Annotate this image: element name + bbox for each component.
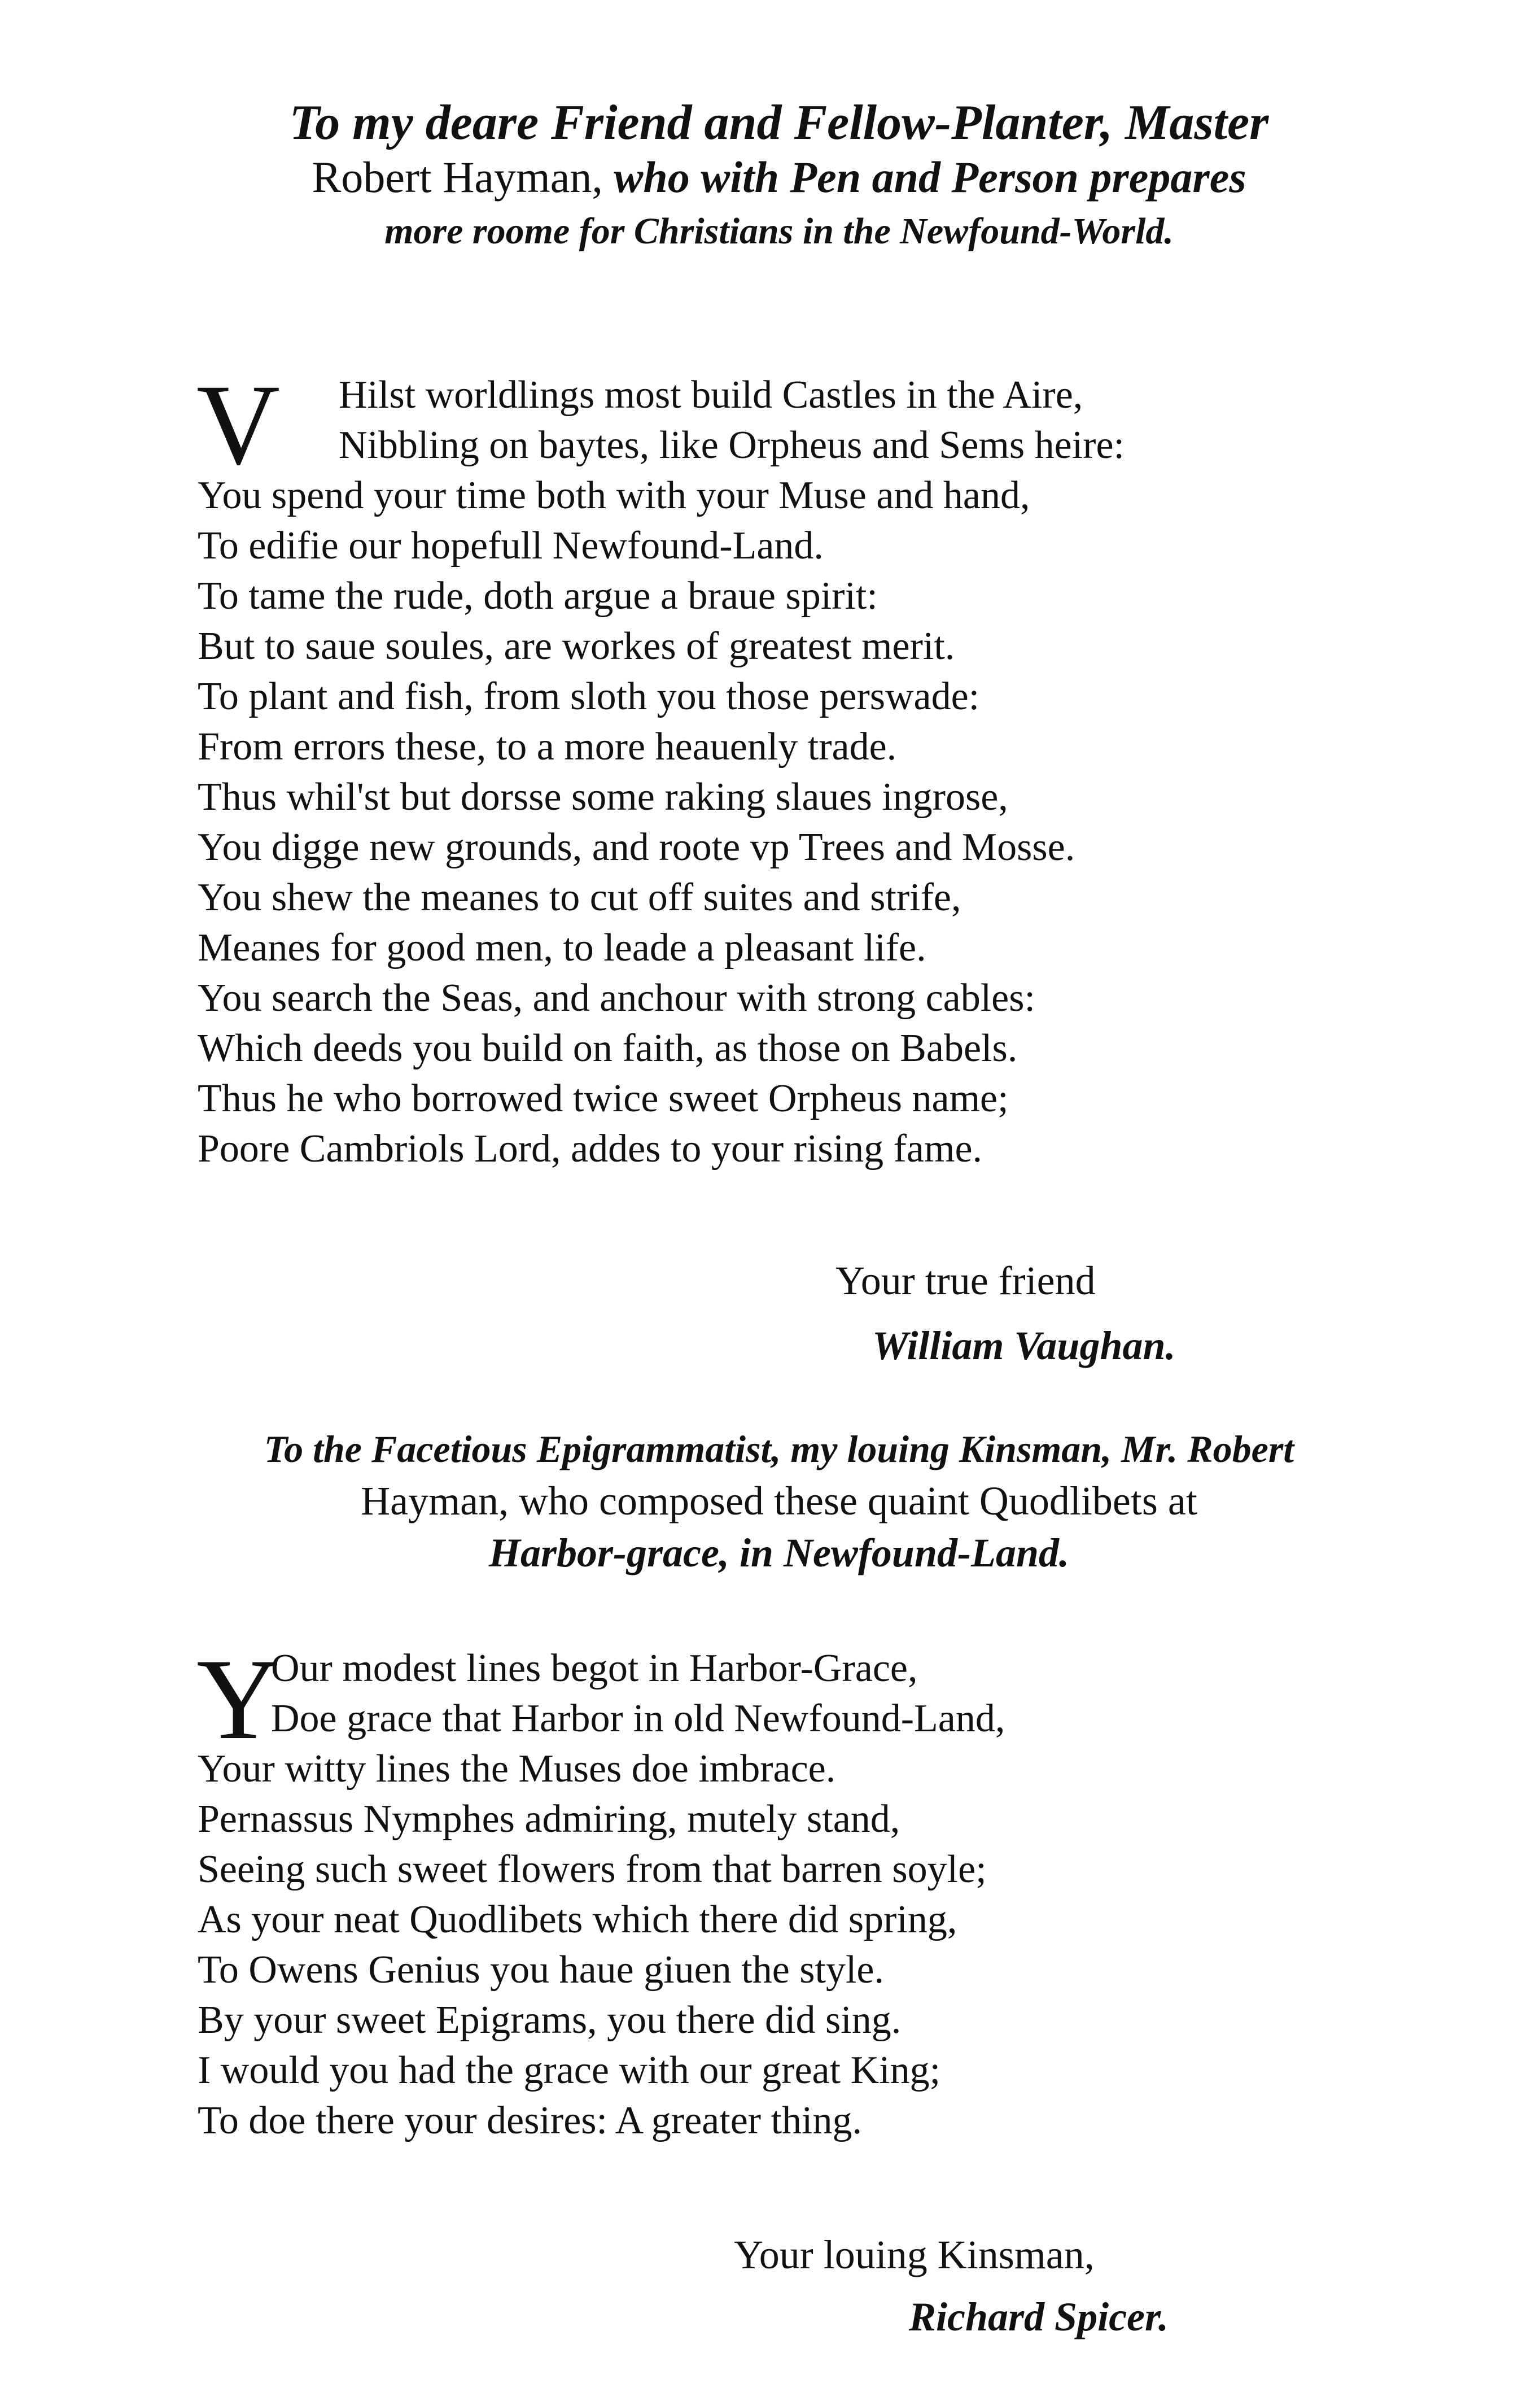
heading-name: Robert Hayman, (312, 152, 603, 202)
poem-line: Doe grace that Harbor in old Newfound-Land, (271, 1697, 1005, 1740)
signature-name: William Vaughan. (872, 1323, 1176, 1368)
heading-line-2-rest: who with Pen and Person prepares (602, 152, 1246, 202)
poem-line: To doe there your desires: A greater thing. (198, 2099, 862, 2142)
heading-line-1: To the Facetious Epigrammatist, my louing Kinsman, Mr. Robert (264, 1427, 1294, 1470)
poem-line: Our modest lines begot in Harbor-Grace, (271, 1647, 918, 1690)
dedication-heading-spicer (169, 1423, 1389, 1579)
poem-line: Thus whil'st but dorsse some raking slaues ingrose, (198, 775, 1008, 819)
poem-line: Your witty lines the Muses doe imbrace. (198, 1747, 836, 1791)
poem-line: Thus he who borrowed twice sweet Orpheus name; (198, 1077, 1009, 1120)
signature-name: Richard Spicer. (909, 2294, 1169, 2339)
poem-spicer (196, 1635, 1327, 2146)
poem-line: You digge new grounds, and roote vp Trees and Mosse. (198, 826, 1075, 869)
poem-line: To plant and fish, from sloth you those perswade: (198, 675, 980, 718)
poem-line: To tame the rude, doth argue a braue spirit: (198, 574, 878, 618)
poem-line: To edifie our hopefull Newfound-Land. (198, 524, 824, 567)
poem-line: You shew the meanes to cut off suites and strife, (198, 876, 961, 919)
closing-phrase: Your true friend (835, 1258, 1096, 1303)
poem-line: From errors these, to a more heauenly trade. (198, 725, 897, 769)
poem-line: Pernassus Nymphes admiring, mutely stand, (198, 1797, 900, 1841)
heading-line-2: Hayman, who composed these quaint Quodlibets at (361, 1478, 1197, 1523)
poem-line: Seeing such sweet flowers from that barren soyle; (198, 1848, 987, 1891)
heading-line-2 (169, 150, 1389, 204)
heading-line-3: Harbor-grace, in Newfound-Land. (488, 1530, 1070, 1575)
heading-line-1: To my deare Friend and Fellow-Planter, Master (289, 95, 1269, 150)
poem-line: Hilst worldlings most build Castles in the Aire, (339, 373, 1083, 417)
drop-cap: V (196, 361, 281, 489)
signature-spicer (909, 2290, 1169, 2344)
poem-line: Meanes for good men, to leade a pleasant life. (198, 926, 926, 970)
poem-line: But to saue soules, are workes of greatest merit. (198, 625, 955, 668)
poem-line: As your neat Quodlibets which there did spring, (198, 1898, 957, 1941)
drop-cap: Y (196, 1635, 281, 1763)
poem-line: By your sweet Epigrams, you there did sing. (198, 1998, 902, 2042)
dedication-heading-vaughan (169, 96, 1389, 259)
poem-line: You search the Seas, and anchour with strong cables: (198, 976, 1035, 1020)
poem-line: You spend your time both with your Muse and hand, (198, 474, 1030, 517)
poem-line: To Owens Genius you haue giuen the style. (198, 1948, 884, 1992)
poem-line: Poore Cambriols Lord, addes to your rising fame. (198, 1127, 983, 1171)
closing-spicer (734, 2228, 1095, 2282)
closing-phrase: Your louing Kinsman, (734, 2232, 1095, 2277)
poem-vaughan (196, 361, 1327, 1174)
poem-line: Which deeds you build on faith, as those on Babels. (198, 1027, 1018, 1070)
poem-line: Nibbling on baytes, like Orpheus and Sems heire: (339, 424, 1125, 467)
heading-line-3: more roome for Christians in the Newfound-World. (384, 211, 1174, 252)
poem-line: I would you had the grace with our great King; (198, 2049, 941, 2092)
closing-vaughan (835, 1254, 1096, 1308)
signature-vaughan (872, 1319, 1176, 1373)
